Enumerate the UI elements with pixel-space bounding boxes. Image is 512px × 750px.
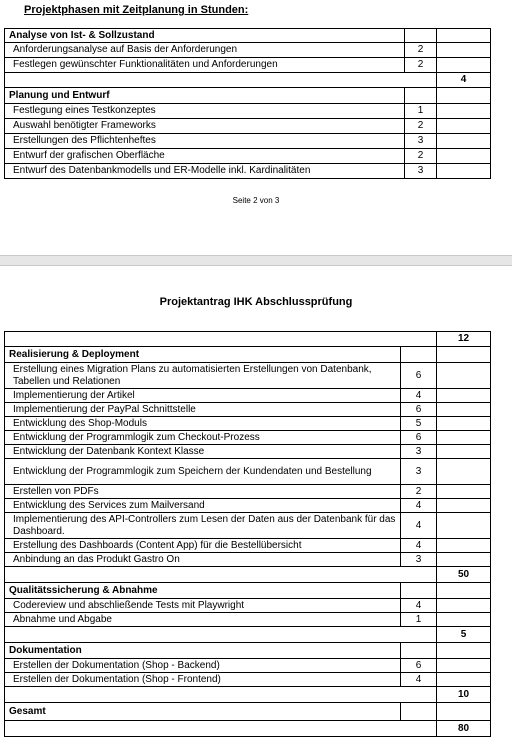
subtotal-cell: 4 — [437, 73, 491, 88]
task-cell: Implementierung des API-Controllers zum Lesen der Daten aus der Datenbank für das Dashboard. — [5, 513, 401, 539]
task-cell: Erstellen der Dokumentation (Shop - Backend) — [5, 659, 401, 673]
table-row — [5, 513, 491, 539]
subtotal-row — [5, 567, 491, 583]
section-title: Dokumentation — [5, 643, 401, 659]
task-cell: Abnahme und Abgabe — [5, 613, 401, 627]
task-cell: Erstellen der Dokumentation (Shop - Frontend) — [5, 673, 401, 687]
table-row — [5, 417, 491, 431]
task-cell: Erstellungen des Pflichtenheftes — [5, 134, 405, 149]
hours-cell: 3 — [405, 134, 437, 149]
subtotal-cell: 10 — [437, 687, 491, 703]
task-cell: Codereview und abschließende Tests mit Playwright — [5, 599, 401, 613]
table-row — [5, 119, 491, 134]
grand-total-row — [5, 721, 491, 737]
hours-cell: 6 — [401, 363, 437, 389]
grand-total-label: Gesamt — [5, 703, 401, 721]
table-row — [5, 673, 491, 687]
table-row — [5, 149, 491, 164]
table-row — [5, 613, 491, 627]
page-footer: Seite 2 von 3 — [232, 196, 280, 205]
section-row — [5, 88, 491, 104]
hours-cell: 2 — [405, 149, 437, 164]
task-cell: Erstellen von PDFs — [5, 485, 401, 499]
section-title: Analyse von Ist- & Sollzustand — [5, 29, 405, 43]
hours-cell: 4 — [401, 673, 437, 687]
table-row — [5, 659, 491, 673]
task-cell: Erstellung eines Migration Plans zu automatisierten Erstellungen von Datenbank, Tabellen und Relationen — [5, 363, 401, 389]
task-cell: Entwicklung des Services zum Mailversand — [5, 499, 401, 513]
task-cell: Entwurf des Datenbankmodells und ER-Modelle inkl. Kardinalitäten — [5, 164, 405, 179]
subtotal-row — [5, 627, 491, 643]
schedule-table-page-1 — [4, 28, 491, 179]
hours-cell: 2 — [405, 119, 437, 134]
subtotal-cell: 5 — [437, 627, 491, 643]
carry-total-row — [5, 332, 491, 347]
schedule-table-page-2 — [4, 331, 491, 737]
table-row — [5, 104, 491, 119]
hours-cell: 6 — [401, 431, 437, 445]
hours-cell: 3 — [401, 553, 437, 567]
hours-cell: 3 — [401, 459, 437, 485]
table-row — [5, 445, 491, 459]
task-cell: Festlegung eines Testkonzeptes — [5, 104, 405, 119]
task-cell: Entwicklung der Programmlogik zum Speichern der Kundendaten und Bestellung — [5, 459, 401, 485]
hours-cell: 4 — [401, 389, 437, 403]
document-title: Projektantrag IHK Abschlussprüfung — [159, 296, 353, 308]
task-cell: Auswahl benötigter Frameworks — [5, 119, 405, 134]
task-cell: Implementierung der Artikel — [5, 389, 401, 403]
subtotal-row — [5, 687, 491, 703]
table-row — [5, 389, 491, 403]
hours-cell: 4 — [401, 599, 437, 613]
task-cell: Implementierung der PayPal Schnittstelle — [5, 403, 401, 417]
task-cell: Entwicklung der Programmlogik zum Checkout-Prozess — [5, 431, 401, 445]
grand-total-cell: 80 — [437, 721, 491, 737]
task-cell: Entwurf der grafischen Oberfläche — [5, 149, 405, 164]
task-cell: Entwicklung des Shop-Moduls — [5, 417, 401, 431]
hours-cell: 4 — [401, 499, 437, 513]
section-row — [5, 643, 491, 659]
task-cell: Festlegen gewünschter Funktionalitäten und Anforderungen — [5, 58, 405, 73]
table-row — [5, 499, 491, 513]
hours-cell: 4 — [401, 513, 437, 539]
hours-cell: 6 — [401, 403, 437, 417]
hours-cell: 1 — [401, 613, 437, 627]
section-title: Planung und Entwurf — [5, 88, 405, 104]
table-row — [5, 43, 491, 58]
subtotal-row — [5, 73, 491, 88]
table-row — [5, 599, 491, 613]
table-row — [5, 403, 491, 417]
section-row — [5, 29, 491, 43]
table-row — [5, 485, 491, 499]
table-row — [5, 539, 491, 553]
table-row — [5, 164, 491, 179]
task-cell: Entwicklung der Datenbank Kontext Klasse — [5, 445, 401, 459]
page-separator — [0, 255, 512, 266]
hours-cell: 2 — [405, 58, 437, 73]
carry-total-cell: 12 — [437, 332, 491, 347]
task-cell: Anforderungsanalyse auf Basis der Anforderungen — [5, 43, 405, 58]
section-row — [5, 347, 491, 363]
table-row — [5, 431, 491, 445]
hours-cell: 3 — [405, 164, 437, 179]
hours-cell: 6 — [401, 659, 437, 673]
page-heading: Projektphasen mit Zeitplanung in Stunden: — [24, 4, 249, 16]
task-cell: Anbindung an das Produkt Gastro On — [5, 553, 401, 567]
section-title: Realisierung & Deployment — [5, 347, 401, 363]
section-row — [5, 583, 491, 599]
table-row — [5, 363, 491, 389]
table-row — [5, 134, 491, 149]
hours-cell: 3 — [401, 445, 437, 459]
subtotal-cell: 50 — [437, 567, 491, 583]
hours-cell: 4 — [401, 539, 437, 553]
table-row — [5, 58, 491, 73]
hours-cell: 2 — [401, 485, 437, 499]
grand-total-label-row — [5, 703, 491, 721]
hours-cell: 5 — [401, 417, 437, 431]
table-row — [5, 553, 491, 567]
hours-cell: 1 — [405, 104, 437, 119]
task-cell: Erstellung des Dashboards (Content App) für die Bestellübersicht — [5, 539, 401, 553]
section-title: Qualitätssicherung & Abnahme — [5, 583, 401, 599]
table-row — [5, 459, 491, 485]
hours-cell: 2 — [405, 43, 437, 58]
